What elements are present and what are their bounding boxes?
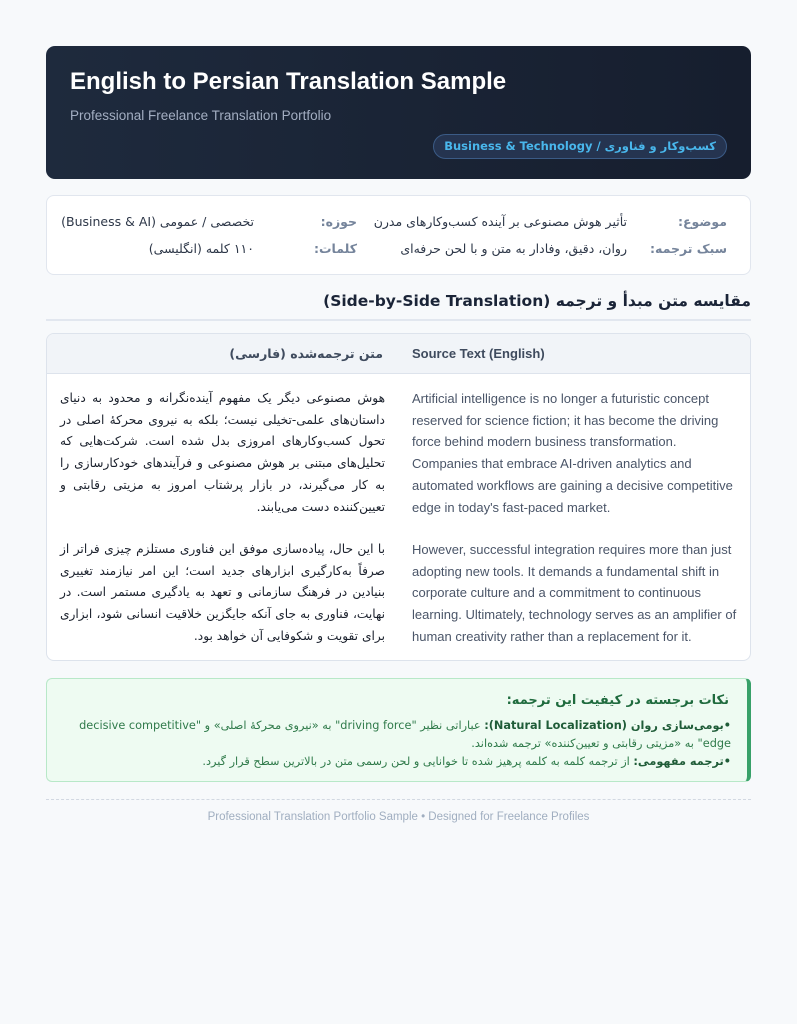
topic-label: موضوع: <box>677 214 727 229</box>
note-item <box>56 717 731 753</box>
style-value-wrap <box>400 241 627 256</box>
header-banner <box>46 46 751 179</box>
source-cell: However, successful integration requires more than just adopting new tools. It demands a fundamental shift in corporate culture and a commitment to continuous learning. Ultimately, technology serves as an amplifier of human creativity rather than a replacement for it. <box>412 542 737 644</box>
topic-value-wrap <box>374 214 627 229</box>
style-info <box>650 241 727 256</box>
style-value: روان، دقیق، وفادار به متن و با لحن حرفه‌ای <box>400 241 627 256</box>
page-subtitle: Professional Freelance Translation Portfolio <box>70 108 332 123</box>
topic-value: تأثیر هوش مصنوعی بر آینده کسب‌وکارهای مدرن <box>373 214 627 229</box>
note-text: از ترجمه کلمه به کلمه پرهیز شده تا خوانایی و لحن رسمی متن در بالاترین سطح قرار گیرد. <box>202 755 630 768</box>
note-label: •ترجمه مفهومی: <box>633 755 731 768</box>
footer-divider <box>46 799 751 800</box>
topic-info <box>678 214 727 229</box>
words-info <box>314 241 357 256</box>
section-heading: مقایسه متن مبدأ و ترجمه (Side-by-Side Translation) <box>323 292 751 310</box>
field-info <box>321 214 357 229</box>
source-column-header: Source Text (English) <box>412 346 545 361</box>
source-cell: Artificial intelligence is no longer a futuristic concept reserved for science fiction; it has become the driving force behind modern business transformation. Companies that embrace AI-driven analytics and automated workflows are gaining a decisive competitive edge in today's fast-paced market. <box>412 391 733 515</box>
notes-title: نکات برجسته در کیفیت این ترجمه: <box>506 693 729 708</box>
field-value: تخصصی / عمومی (Business & AI) <box>61 214 254 229</box>
target-cell: با این حال، پیاده‌سازی موفق این فناوری مستلزم چیزی فراتر از صرفاً به‌کارگیری ابزارهای جدید است؛ این امر نیازمند تغییری بنیادین در فرهنگ سازمانی و تعهد به یادگیری مستمر است. در نهایت، فناوری به جای آنکه جایگزین خلاقیت انسانی شود، ابزاری برای تقویت و شکوفایی آن خواهد بود. <box>60 542 385 643</box>
note-item <box>56 753 731 771</box>
quality-notes-box <box>46 678 751 782</box>
project-info-box <box>46 195 751 275</box>
notes-list <box>56 717 731 771</box>
style-label: سبک ترجمه: <box>650 241 727 256</box>
note-text: عباراتی نظیر "driving force" به «نیروی محرکهٔ اصلی» و "decisive competitive edge" به «مزیتی رقابتی و تعیین‌کننده» ترجمه شده‌اند. <box>79 719 731 750</box>
field-label: حوزه: <box>320 214 357 229</box>
field-value-wrap <box>61 214 254 229</box>
words-label: کلمات: <box>313 241 357 256</box>
translation-table <box>46 333 751 661</box>
category-badge: کسب‌وکار و فناوری / Business & Technology <box>433 134 727 159</box>
page-title: English to Persian Translation Sample <box>70 68 507 95</box>
target-cell: هوش مصنوعی دیگر یک مفهوم آینده‌نگرانه و محدود به دنیای داستان‌های علمی-تخیلی نیست؛ بلکه به نیروی محرکهٔ اصلی در تحول کسب‌وکارهای امروزی بدل شده است. شرکت‌هایی که تحلیل‌های مبتنی بر هوش مصنوعی و فرآیندهای خودکارسازی را به کار می‌گیرند، در بازار پرشتاب امروز به مزیتی رقابتی و تعیین‌کننده دست می‌یابند. <box>60 391 385 514</box>
target-column-header: متن ترجمه‌شده (فارسی) <box>229 346 383 361</box>
words-value: ۱۱۰ کلمه (انگلیسی) <box>148 241 254 256</box>
words-value-wrap <box>149 241 254 256</box>
footer-text: Professional Translation Portfolio Sample • Designed for Freelance Profiles <box>207 811 590 823</box>
table-header-row <box>47 334 750 374</box>
section-divider <box>46 319 751 321</box>
note-label: •بومی‌سازی روان (Natural Localization): <box>484 719 731 732</box>
